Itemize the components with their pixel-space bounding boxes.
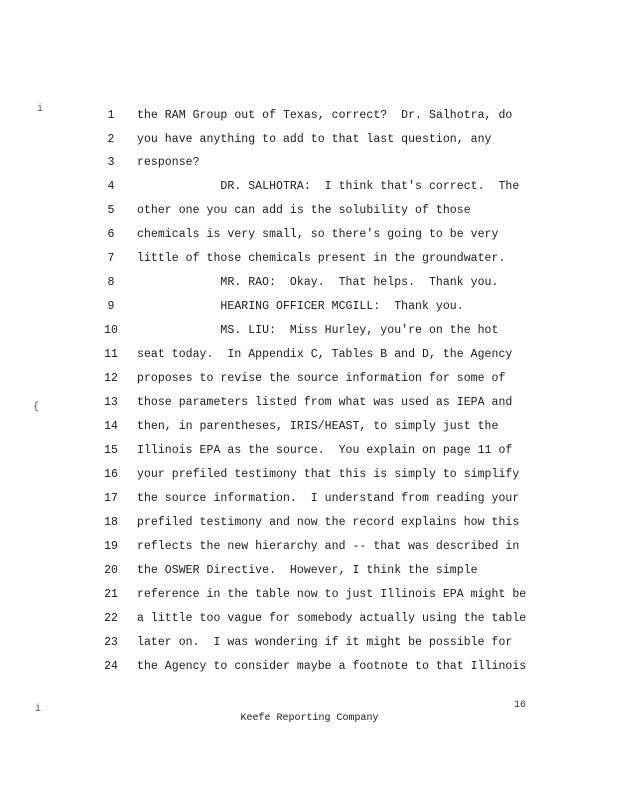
transcript-line (0, 177, 619, 197)
transcript-line (0, 441, 619, 461)
transcript-line (0, 465, 619, 485)
line-number: 2 (107, 133, 115, 146)
line-text: reflects the new hierarchy and -- that was described in (137, 540, 520, 553)
line-text: you have anything to add to that last question, any (137, 133, 492, 146)
transcript-line (0, 249, 619, 269)
line-number: 16 (104, 468, 118, 481)
transcript-line (0, 273, 619, 293)
line-number: 11 (104, 348, 118, 361)
transcript-line (0, 585, 619, 605)
line-number: 12 (104, 372, 118, 385)
line-text: the RAM Group out of Texas, correct? Dr. Salhotra, do (137, 109, 513, 122)
transcript-line (0, 537, 619, 557)
line-number: 19 (104, 540, 118, 553)
line-text: Illinois EPA as the source. You explain on page 11 of (137, 444, 513, 457)
line-number: 9 (107, 300, 115, 313)
scan-margin-mark: i (37, 104, 44, 115)
line-text: those parameters listed from what was used as IEPA and (137, 396, 513, 409)
line-number: 13 (104, 396, 118, 409)
line-text: reference in the table now to just Illinois EPA might be (137, 588, 527, 601)
transcript-line (0, 297, 619, 317)
transcript-line (0, 417, 619, 437)
transcript-line (0, 609, 619, 629)
transcript-line (0, 153, 619, 173)
line-number: 5 (107, 204, 115, 217)
line-number: 7 (107, 252, 115, 265)
scan-margin-mark: i (35, 704, 42, 715)
line-text: the Agency to consider maybe a footnote to that Illinois (137, 660, 527, 673)
line-text: then, in parentheses, IRIS/HEAST, to simply just the (137, 420, 499, 433)
line-text: little of those chemicals present in the groundwater. (137, 252, 506, 265)
footer-reporter-name: Keefe Reporting Company (240, 713, 379, 724)
line-text: your prefiled testimony that this is simply to simplify (137, 468, 520, 481)
line-number: 24 (104, 660, 118, 673)
line-number: 14 (104, 420, 118, 433)
transcript-line (0, 321, 619, 341)
line-text: chemicals is very small, so there's going to be very (137, 228, 499, 241)
line-text: proposes to revise the source information for some of (137, 372, 506, 385)
line-text: other one you can add is the solubility of those (137, 204, 471, 217)
line-text: HEARING OFFICER MCGILL: Thank you. (137, 300, 464, 313)
line-text: DR. SALHOTRA: I think that's correct. The (137, 180, 520, 193)
transcript-line (0, 369, 619, 389)
line-number: 20 (104, 564, 118, 577)
line-text: MR. RAO: Okay. That helps. Thank you. (137, 276, 499, 289)
transcript-line (0, 561, 619, 581)
line-number: 10 (104, 324, 118, 337)
line-text: seat today. In Appendix C, Tables B and D, the Agency (137, 348, 513, 361)
line-text: later on. I was wondering if it might be possible for (137, 636, 513, 649)
line-text: a little too vague for somebody actually using the table (137, 612, 527, 625)
transcript-line (0, 106, 619, 126)
line-number: 1 (107, 109, 115, 122)
line-text: the source information. I understand from reading your (137, 492, 520, 505)
line-number: 17 (104, 492, 118, 505)
line-text: the OSWER Directive. However, I think the simple (137, 564, 478, 577)
transcript-line (0, 633, 619, 653)
transcript-line (0, 201, 619, 221)
line-text: prefiled testimony and now the record explains how this (137, 516, 520, 529)
transcript-line (0, 513, 619, 533)
line-number: 22 (104, 612, 118, 625)
line-number: 3 (107, 156, 115, 169)
transcript-line (0, 130, 619, 150)
line-number: 4 (107, 180, 115, 193)
scan-margin-mark: { (33, 402, 40, 413)
line-number: 23 (104, 636, 118, 649)
page-number: 16 (514, 700, 527, 711)
transcript-line (0, 225, 619, 245)
transcript-line (0, 489, 619, 509)
line-number: 21 (104, 588, 118, 601)
line-number: 18 (104, 516, 118, 529)
line-text: MS. LIU: Miss Hurley, you're on the hot (137, 324, 499, 337)
transcript-line (0, 393, 619, 413)
line-number: 8 (107, 276, 115, 289)
line-number: 15 (104, 444, 118, 457)
line-text: response? (137, 156, 200, 169)
transcript-line (0, 345, 619, 365)
line-number: 6 (107, 228, 115, 241)
transcript-line (0, 657, 619, 677)
